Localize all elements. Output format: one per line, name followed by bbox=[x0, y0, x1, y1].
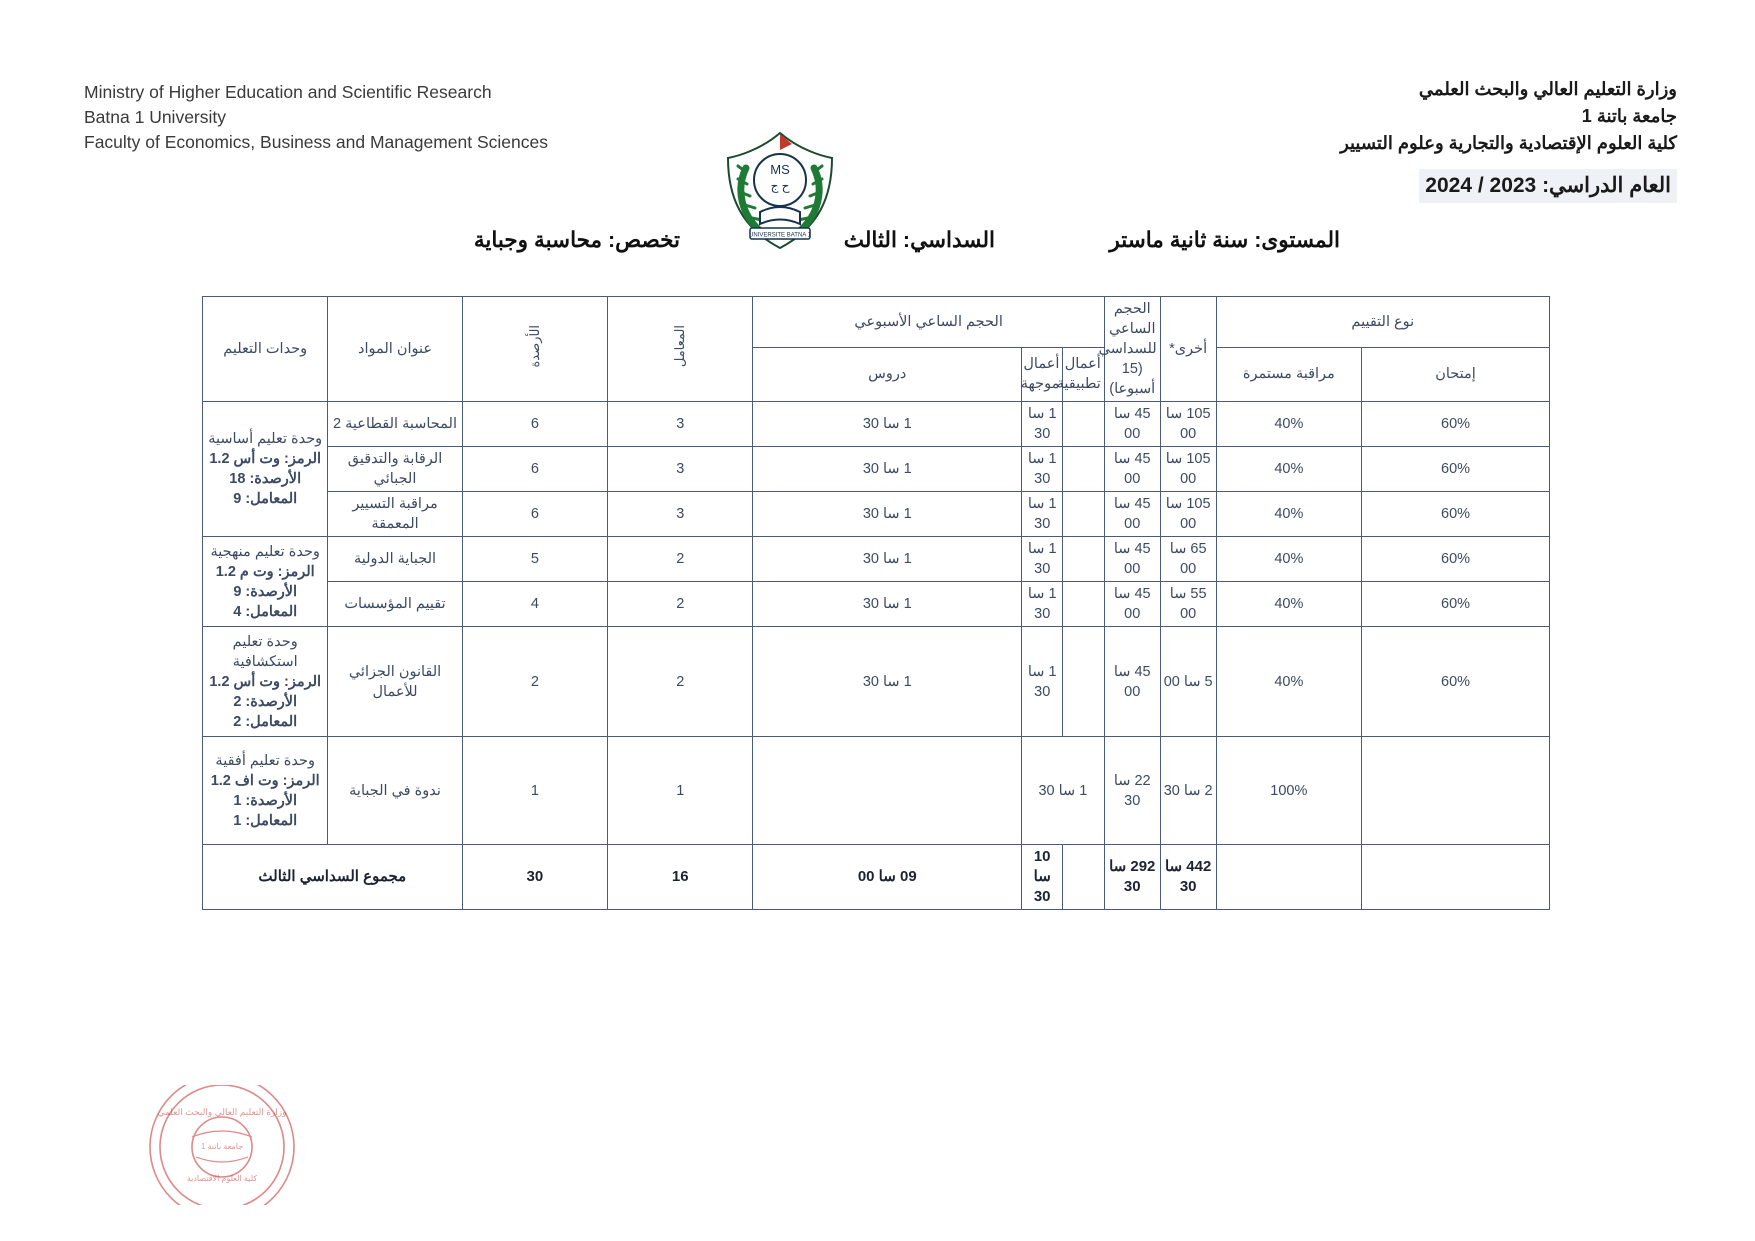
header-exam: إمتحان bbox=[1362, 347, 1550, 401]
table-row bbox=[203, 402, 1550, 447]
svg-text:ح ج: ح ج bbox=[770, 179, 790, 193]
table-row bbox=[203, 447, 1550, 492]
cell-continuous: 40% bbox=[1216, 582, 1361, 627]
unit-credits: الأرصدة: 1 bbox=[233, 792, 298, 809]
cell-teaching-unit bbox=[203, 537, 328, 627]
cell-semester-hours: 45 سا 00 bbox=[1104, 537, 1160, 582]
total-lectures: 09 سا 00 bbox=[753, 845, 1022, 910]
cell-other: 5 سا 00 bbox=[1160, 627, 1216, 737]
svg-text:وزارة التعليم العالي والبحث ال: وزارة التعليم العالي والبحث العلمي bbox=[157, 1107, 287, 1117]
unit-title: وحدة تعليم أساسية bbox=[208, 431, 323, 447]
cell-subject: القانون الجزائي للأعمال bbox=[328, 627, 462, 737]
unit-code: الرمز: وت اف 1.2 bbox=[210, 772, 320, 789]
svg-text:جامعة باتنة 1: جامعة باتنة 1 bbox=[200, 1142, 244, 1151]
program-table bbox=[202, 296, 1550, 910]
cell-directed: 1 سا 30 bbox=[1022, 447, 1063, 492]
cell-directed: 1 سا 30 bbox=[1022, 537, 1063, 582]
cell-directed: 1 سا 30 bbox=[1022, 582, 1063, 627]
table-row bbox=[203, 537, 1550, 582]
unit-credits: الأرصدة: 18 bbox=[229, 471, 302, 487]
cell-semester-hours: 45 سا 00 bbox=[1104, 582, 1160, 627]
table-row bbox=[203, 582, 1550, 627]
cell-exam bbox=[1362, 737, 1550, 845]
semester-label: السداسي: الثالث bbox=[843, 228, 995, 252]
table-total-row bbox=[203, 845, 1550, 910]
header-credits bbox=[462, 297, 607, 402]
cell-coefficient: 1 bbox=[608, 737, 753, 845]
cell-other: 105 سا 00 bbox=[1160, 402, 1216, 447]
cell-other: 2 سا 30 bbox=[1160, 737, 1216, 845]
header-left-english bbox=[84, 80, 548, 155]
table-row bbox=[203, 737, 1550, 845]
ministry-line-ar: وزارة التعليم العالي والبحث العلمي bbox=[1418, 79, 1677, 99]
academic-year: العام الدراسي: 2023 / 2024 bbox=[1419, 169, 1677, 203]
cell-exam: 60% bbox=[1362, 537, 1550, 582]
cell-semester-hours: 45 سا 00 bbox=[1104, 492, 1160, 537]
cell-practical bbox=[1063, 537, 1104, 582]
cell-continuous: 40% bbox=[1216, 447, 1361, 492]
total-practical bbox=[1063, 845, 1104, 910]
cell-subject: ندوة في الجباية bbox=[328, 737, 462, 845]
university-line-en: Batna 1 University bbox=[84, 107, 227, 127]
cell-teaching-unit bbox=[203, 402, 328, 537]
cell-continuous: 100% bbox=[1216, 737, 1361, 845]
ministry-line-en: Ministry of Higher Education and Scientific Research bbox=[84, 82, 492, 102]
cell-exam: 60% bbox=[1362, 402, 1550, 447]
cell-coefficient: 3 bbox=[608, 492, 753, 537]
cell-practical bbox=[1063, 627, 1104, 737]
cell-directed: 1 سا 30 bbox=[1022, 492, 1063, 537]
header-semester-hours: الحجم الساعي للسداسي (15 أسبوعا) bbox=[1104, 297, 1160, 402]
cell-lectures bbox=[753, 737, 1022, 845]
cell-coefficient: 2 bbox=[608, 627, 753, 737]
university-line-ar: جامعة باتنة 1 bbox=[1581, 106, 1677, 126]
header-coefficient bbox=[608, 297, 753, 402]
official-red-stamp-icon bbox=[122, 1085, 337, 1205]
header-evaluation-type: نوع التقييم bbox=[1216, 297, 1549, 348]
unit-title: وحدة تعليم منهجية bbox=[210, 543, 320, 560]
cell-teaching-unit bbox=[203, 627, 328, 737]
total-label: مجموع السداسي الثالث bbox=[203, 845, 463, 910]
cell-semester-hours: 45 سا 00 bbox=[1104, 627, 1160, 737]
total-directed: 10 سا 30 bbox=[1022, 845, 1063, 910]
cell-coefficient: 2 bbox=[608, 582, 753, 627]
cell-practical bbox=[1063, 492, 1104, 537]
header-directed: أعمال موجهة bbox=[1022, 347, 1063, 401]
cell-semester-hours: 45 سا 00 bbox=[1104, 402, 1160, 447]
unit-title: وحدة تعليم أفقية bbox=[215, 752, 315, 769]
cell-semester-hours: 22 سا 30 bbox=[1104, 737, 1160, 845]
cell-directed: 1 سا 30 bbox=[1022, 627, 1063, 737]
cell-subject: الجباية الدولية bbox=[328, 537, 462, 582]
total-continuous bbox=[1216, 845, 1361, 910]
total-credits: 30 bbox=[462, 845, 607, 910]
cell-directed: 1 سا 30 bbox=[1022, 737, 1105, 845]
cell-other: 105 سا 00 bbox=[1160, 492, 1216, 537]
unit-credits: الأرصدة: 9 bbox=[233, 583, 298, 600]
header-right-arabic bbox=[1340, 76, 1677, 203]
cell-continuous: 40% bbox=[1216, 402, 1361, 447]
unit-code: الرمز: وت أس 1.2 bbox=[209, 673, 322, 690]
program-table-wrapper bbox=[202, 296, 1550, 910]
cell-lectures: 1 سا 30 bbox=[753, 537, 1022, 582]
cell-coefficient: 3 bbox=[608, 402, 753, 447]
cell-exam: 60% bbox=[1362, 627, 1550, 737]
total-other: 442 سا 30 bbox=[1160, 845, 1216, 910]
cell-exam: 60% bbox=[1362, 582, 1550, 627]
header-teaching-units: وحدات التعليم bbox=[203, 297, 328, 402]
cell-lectures: 1 سا 30 bbox=[753, 582, 1022, 627]
unit-coefficient: المعامل: 4 bbox=[233, 603, 298, 620]
subheader-row bbox=[0, 228, 1755, 268]
cell-continuous: 40% bbox=[1216, 627, 1361, 737]
cell-continuous: 40% bbox=[1216, 492, 1361, 537]
header-practical: أعمال تطبيقية bbox=[1063, 347, 1104, 401]
unit-credits: الأرصدة: 2 bbox=[233, 693, 298, 710]
cell-lectures: 1 سا 30 bbox=[753, 402, 1022, 447]
cell-teaching-unit bbox=[203, 737, 328, 845]
cell-credits: 6 bbox=[462, 402, 607, 447]
cell-coefficient: 2 bbox=[608, 537, 753, 582]
cell-coefficient: 3 bbox=[608, 447, 753, 492]
cell-exam: 60% bbox=[1362, 447, 1550, 492]
header-other: أخرى* bbox=[1160, 297, 1216, 402]
header-weekly-hours: الحجم الساعي الأسبوعي bbox=[753, 297, 1104, 348]
unit-coefficient: المعامل: 2 bbox=[233, 713, 298, 730]
cell-subject: مراقبة التسيير المعمقة bbox=[328, 492, 462, 537]
svg-text:كلية العلوم الاقتصادية: كلية العلوم الاقتصادية bbox=[186, 1174, 258, 1183]
cell-other: 105 سا 00 bbox=[1160, 447, 1216, 492]
cell-subject: الرقابة والتدقيق الجبائي bbox=[328, 447, 462, 492]
header-continuous: مراقبة مستمرة bbox=[1216, 347, 1361, 401]
unit-coefficient: المعامل: 1 bbox=[233, 812, 298, 829]
cell-exam: 60% bbox=[1362, 492, 1550, 537]
header-coefficient-text: المعامل bbox=[672, 324, 688, 368]
cell-lectures: 1 سا 30 bbox=[753, 492, 1022, 537]
header-credits-text: الأرصدة bbox=[526, 324, 542, 368]
table-row bbox=[203, 627, 1550, 737]
cell-credits: 4 bbox=[462, 582, 607, 627]
document-header bbox=[0, 66, 1755, 239]
cell-practical bbox=[1063, 582, 1104, 627]
cell-practical bbox=[1063, 402, 1104, 447]
svg-text:UNIVERSITE BATNA 1: UNIVERSITE BATNA 1 bbox=[749, 232, 811, 239]
header-lectures: دروس bbox=[753, 347, 1022, 401]
cell-lectures: 1 سا 30 bbox=[753, 447, 1022, 492]
level-label: المستوى: سنة ثانية ماستر bbox=[1109, 228, 1340, 252]
cell-other: 65 سا 00 bbox=[1160, 537, 1216, 582]
cell-credits: 6 bbox=[462, 447, 607, 492]
cell-credits: 5 bbox=[462, 537, 607, 582]
cell-directed: 1 سا 30 bbox=[1022, 402, 1063, 447]
total-exam bbox=[1362, 845, 1550, 910]
faculty-line-ar: كلية العلوم الإقتصادية والتجارية وعلوم التسيير bbox=[1340, 133, 1677, 153]
cell-credits: 6 bbox=[462, 492, 607, 537]
cell-other: 55 سا 00 bbox=[1160, 582, 1216, 627]
unit-code: الرمز: وت م 1.2 bbox=[215, 563, 315, 580]
cell-credits: 2 bbox=[462, 627, 607, 737]
cell-semester-hours: 45 سا 00 bbox=[1104, 447, 1160, 492]
cell-subject: المحاسبة القطاعية 2 bbox=[328, 402, 462, 447]
cell-continuous: 40% bbox=[1216, 537, 1361, 582]
total-coefficient: 16 bbox=[608, 845, 753, 910]
specialty-label: تخصص: محاسبة وجباية bbox=[473, 228, 680, 252]
cell-credits: 1 bbox=[462, 737, 607, 845]
header-subject-title: عنوان المواد bbox=[328, 297, 462, 402]
unit-code: الرمز: وت أس 1.2 bbox=[209, 451, 322, 467]
table-header-row-1 bbox=[203, 297, 1550, 348]
svg-text:MS: MS bbox=[770, 162, 790, 177]
unit-coefficient: المعامل: 9 bbox=[233, 491, 298, 507]
table-row bbox=[203, 492, 1550, 537]
total-semester-hours: 292 سا 30 bbox=[1104, 845, 1160, 910]
faculty-line-en: Faculty of Economics, Business and Management Sciences bbox=[84, 132, 548, 152]
cell-lectures: 1 سا 30 bbox=[753, 627, 1022, 737]
cell-practical bbox=[1063, 447, 1104, 492]
unit-title: وحدة تعليم استكشافية bbox=[232, 633, 298, 670]
cell-subject: تقييم المؤسسات bbox=[328, 582, 462, 627]
